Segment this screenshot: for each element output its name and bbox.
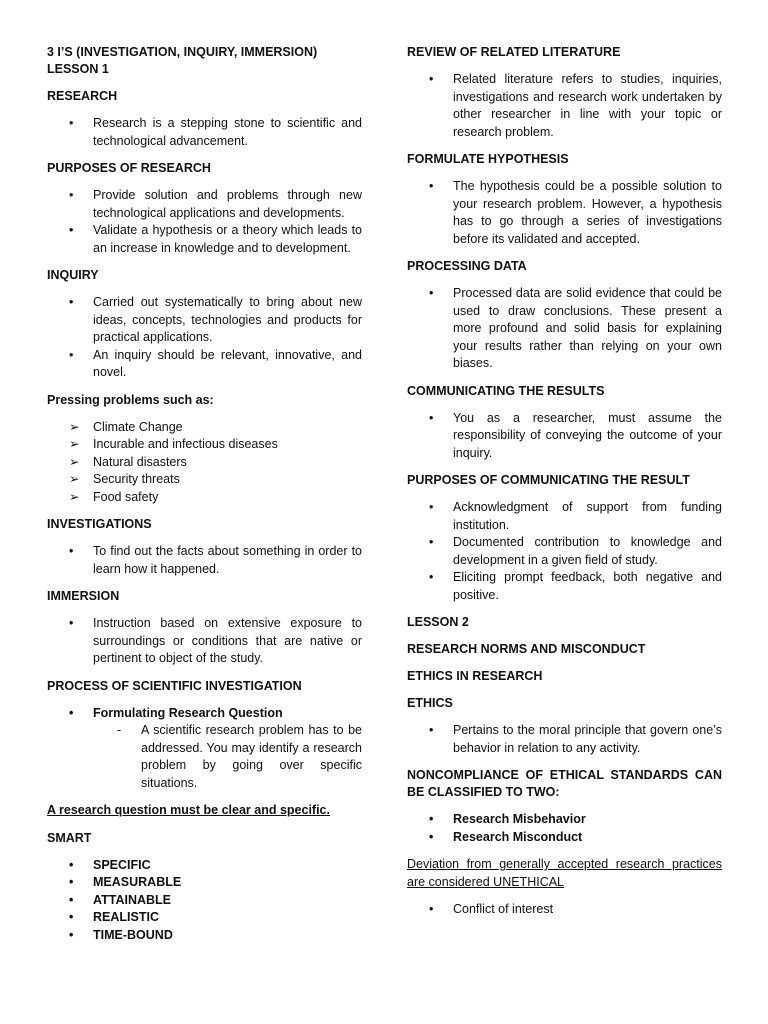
list-item: • Processed data are solid evidence that could be used to draw conclusions. These present a more profound and solid basis for explaining your results rather than relying on your own biases. xyxy=(429,286,722,370)
bullet-icon: • xyxy=(69,875,74,889)
bullet-icon: • xyxy=(69,857,74,872)
bullet-icon: • xyxy=(429,812,434,826)
pressing-problems-heading: Pressing problems such as: xyxy=(47,392,214,407)
processing-heading: PROCESSING DATA xyxy=(407,259,527,273)
list-item: • You as a researcher, must assume the responsibility of conveying the outcome of your inquiry. xyxy=(429,410,722,460)
lesson-2-label: LESSON 2 xyxy=(407,615,469,629)
bullet-icon: • xyxy=(429,410,434,425)
list-item: • TIME-BOUND xyxy=(47,927,362,945)
list-item: • Related literature refers to studies, inquiries, investigations and research work undertaken by other researcher in line with your topic or research problem. xyxy=(429,72,722,139)
smart-list xyxy=(47,857,362,945)
pressing-problems-list xyxy=(47,419,362,507)
processing-list xyxy=(407,285,722,373)
list-item: • Carried out systematically to bring about new ideas, concepts, technologies and products for practical applications. xyxy=(69,295,362,344)
list-item: • Instruction based on extensive exposure to surroundings or conditions that are native or pertinent to object of the study. xyxy=(69,616,362,665)
hypothesis-heading: FORMULATE HYPOTHESIS xyxy=(407,152,569,166)
inquiry-heading: INQUIRY xyxy=(47,268,99,282)
ethics-heading: ETHICS xyxy=(407,696,453,710)
bullet-icon: • xyxy=(69,116,74,130)
dash-icon: - xyxy=(117,723,122,737)
purposes-communicating-list xyxy=(407,499,722,604)
list-item: • The hypothesis could be a possible solution to your research problem. However, a hypothesis has to go through a series of investigations before its validated and accepted. xyxy=(429,179,722,246)
noncompliance-heading: NONCOMPLIANCE OF ETHICAL STANDARDS CAN BE CLASSIFIED TO TWO: xyxy=(407,768,722,799)
list-item: ➢ Natural disasters xyxy=(47,454,362,472)
list-item: • Acknowledgment of support from funding institution. xyxy=(429,500,722,532)
left-column xyxy=(47,44,362,954)
arrow-bullet-icon: ➢ xyxy=(69,489,80,504)
bullet-icon: • xyxy=(429,902,434,916)
purposes-list xyxy=(47,187,362,257)
list-item: • Research is a stepping stone to scientific and technological advancement. xyxy=(69,116,362,148)
arrow-bullet-icon: ➢ xyxy=(69,454,80,469)
smart-heading: SMART xyxy=(47,830,92,845)
bullet-icon: • xyxy=(69,295,74,309)
research-heading: RESEARCH xyxy=(47,89,118,103)
list-item: ➢ Security threats xyxy=(47,471,362,489)
process-sub-item: - A scientific research problem has to be addressed. You may identify a research problem by going over specific situations. xyxy=(117,723,362,790)
bullet-icon: • xyxy=(69,910,74,924)
ethics-list xyxy=(407,722,722,757)
right-column xyxy=(407,44,722,929)
bullet-icon: • xyxy=(429,570,434,584)
immersion-heading: IMMERSION xyxy=(47,589,120,603)
purposes-heading: PURPOSES OF RESEARCH xyxy=(47,161,211,175)
bullet-icon: • xyxy=(429,723,434,737)
communicating-list xyxy=(407,410,722,463)
bullet-icon: • xyxy=(429,535,434,549)
bullet-icon: • xyxy=(69,892,74,907)
document-title: 3 I’S (INVESTIGATION, INQUIRY, IMMERSION) xyxy=(47,45,318,59)
inquiry-list xyxy=(47,294,362,382)
list-item: • Documented contribution to knowledge and development in a given field of study. xyxy=(429,535,722,567)
bullet-icon: • xyxy=(429,500,434,514)
list-item: • Eliciting prompt feedback, both negative and positive. xyxy=(429,570,722,602)
list-item: • Research Misbehavior xyxy=(407,811,722,829)
ethics-in-research-heading: ETHICS IN RESEARCH xyxy=(407,669,543,683)
list-item: ➢ Incurable and infectious diseases xyxy=(47,436,362,454)
review-heading: REVIEW OF RELATED LITERATURE xyxy=(407,45,621,59)
list-item: • REALISTIC xyxy=(47,909,362,927)
bullet-icon: • xyxy=(69,544,74,558)
process-heading: PROCESS OF SCIENTIFIC INVESTIGATION xyxy=(47,678,302,693)
list-item: • MEASURABLE xyxy=(47,874,362,892)
bullet-icon: • xyxy=(429,286,434,300)
bullet-icon: • xyxy=(69,223,74,237)
research-list xyxy=(47,115,362,150)
bullet-icon: • xyxy=(429,179,434,193)
list-item: • An inquiry should be relevant, innovative, and novel. xyxy=(69,347,362,379)
bullet-icon: • xyxy=(69,188,74,202)
bullet-icon: • xyxy=(69,616,74,630)
research-question-note: A research question must be clear and specific. xyxy=(47,803,330,817)
arrow-bullet-icon: ➢ xyxy=(69,437,80,451)
list-item: • Conflict of interest xyxy=(407,901,722,919)
immersion-list xyxy=(47,615,362,668)
noncompliance-list xyxy=(407,811,722,846)
arrow-bullet-icon: ➢ xyxy=(69,419,80,434)
list-item: • Validate a hypothesis or a theory which leads to an increase in knowledge and to development. xyxy=(69,223,362,255)
bullet-icon: • xyxy=(429,72,434,86)
hypothesis-list xyxy=(407,178,722,248)
bullet-icon: • xyxy=(69,347,74,362)
list-item: ➢ Food safety xyxy=(47,489,362,507)
bullet-icon: • xyxy=(69,927,74,942)
communicating-heading: COMMUNICATING THE RESULTS xyxy=(407,383,605,398)
list-item: • To find out the facts about something in order to learn how it happened. xyxy=(69,544,362,576)
investigations-heading: INVESTIGATIONS xyxy=(47,517,152,531)
bullet-icon: • xyxy=(69,705,74,720)
list-item: • Pertains to the moral principle that govern one’s behavior in relation to any activity. xyxy=(429,723,722,755)
list-item: • Provide solution and problems through new technological applications and developments. xyxy=(69,188,362,220)
lesson-1-label: LESSON 1 xyxy=(47,62,109,76)
conflict-list xyxy=(407,901,722,919)
list-item: ➢ Climate Change xyxy=(47,419,362,437)
list-item: • ATTAINABLE xyxy=(47,892,362,910)
deviation-note: Deviation from generally accepted research practices are considered UNETHICAL xyxy=(407,857,722,889)
arrow-bullet-icon: ➢ xyxy=(69,472,80,486)
investigations-list xyxy=(47,543,362,578)
list-item: • Formulating Research Question xyxy=(47,705,362,723)
list-item: • SPECIFIC xyxy=(47,857,362,875)
purposes-communicating-heading: PURPOSES OF COMMUNICATING THE RESULT xyxy=(407,473,690,487)
process-list xyxy=(47,705,362,723)
norms-heading: RESEARCH NORMS AND MISCONDUCT xyxy=(407,642,646,656)
list-item: • Research Misconduct xyxy=(407,829,722,847)
bullet-icon: • xyxy=(429,829,434,844)
review-list xyxy=(407,71,722,141)
